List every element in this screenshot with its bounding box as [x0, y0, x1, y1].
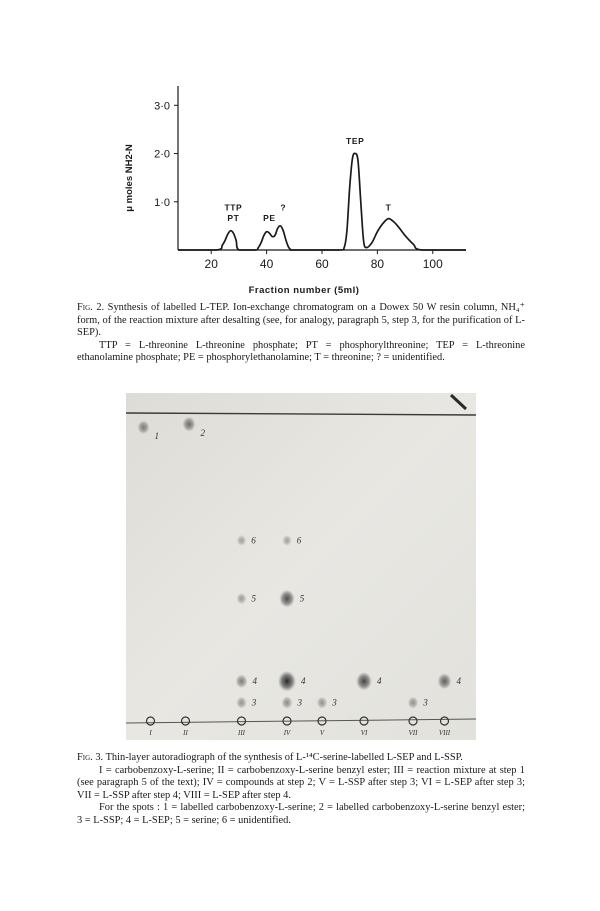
plate-background	[126, 393, 476, 740]
y-tick-label: 1·0	[154, 196, 170, 209]
tlc-spot-label: 2	[200, 428, 205, 439]
x-tick-label: 80	[370, 257, 385, 271]
peak-labels	[224, 136, 391, 223]
tlc-spot	[278, 671, 296, 692]
peak-label: PE	[263, 213, 276, 224]
tlc-spot-label: 4	[252, 676, 257, 687]
tlc-spot	[138, 420, 150, 434]
tlc-spot	[237, 593, 247, 605]
y-tick-label: 3·0	[154, 100, 170, 113]
figure-3-lane-legend: I = carbobenzoxy-L-serine; II = carbobenzoxy-L-serine benzyl ester; III = reaction mixture at step 1 (see paragraph 5 of the text); IV = compounds at step 2; V = L-SSP after step 3; VI = L-SEP after step 3; VII = L-SSP after step 4; VIII = L-SEP after step 4.	[77, 764, 525, 801]
tlc-spot	[236, 697, 247, 709]
figure-2-label: Fig. 2.	[77, 302, 105, 313]
tlc-lane-label: IV	[283, 729, 291, 737]
tlc-spot-label: 3	[423, 697, 428, 708]
tlc-spot	[408, 697, 419, 709]
tlc-spot	[282, 696, 293, 709]
tlc-spot	[183, 417, 196, 432]
tlc-spot	[237, 535, 247, 546]
peak-label: PT	[227, 213, 240, 224]
chromatogram-figure	[110, 80, 490, 302]
tlc-lane-label: VIII	[438, 729, 451, 737]
tlc-spot-label: 4	[377, 676, 382, 687]
figure-3-description: Thin-layer autoradiograph of the synthesis of L-¹⁴C-serine-labelled L-SEP and L-SSP.	[105, 752, 463, 763]
x-tick-label: 20	[204, 257, 218, 271]
tlc-spot-label: 3	[251, 697, 257, 708]
x-tick-label: 40	[259, 257, 274, 271]
figure-2-caption	[77, 302, 525, 365]
figure-3-caption	[77, 752, 525, 828]
tlc-lane-label: VII	[408, 729, 418, 737]
tlc-spot	[236, 674, 248, 688]
x-tick-label: 60	[315, 257, 329, 271]
y-axis-ticks	[154, 100, 178, 208]
peak-label: TTP	[224, 202, 243, 213]
figure-2-legend: TTP = L-threonine L-threonine phosphate; PT = phosphorylthreonine; TEP = L-threonine ethanolamine phosphate; PE = phosphorylethanolamine; T = threonine; ? = unidentified.	[77, 339, 525, 364]
tlc-spot-label: 5	[299, 593, 305, 604]
tlc-lane-label: III	[238, 729, 245, 737]
tlc-lane-label: II	[183, 729, 188, 737]
chromatogram-series-line	[178, 153, 466, 250]
tlc-spot-label: 4	[301, 676, 306, 687]
tlc-plate	[126, 393, 476, 740]
tlc-lane-label: VI	[360, 729, 368, 737]
tlc-spot-label: 3	[297, 697, 302, 708]
x-tick-label: 100	[422, 257, 443, 271]
figure-3-caption-text	[77, 752, 525, 765]
figure-3-label: Fig. 3.	[77, 752, 104, 763]
tlc-spot	[356, 672, 372, 690]
x-axis-ticks	[205, 250, 444, 271]
tlc-spot-label: 1	[154, 431, 159, 442]
y-tick-label: 2·0	[154, 148, 170, 161]
x-axis-label: Fraction number (5ml)	[248, 285, 360, 296]
tlc-spot	[438, 673, 452, 689]
tlc-spot	[317, 697, 328, 709]
peak-label: TEP	[346, 135, 365, 146]
tlc-lane-label: V	[319, 729, 325, 737]
peak-label: T	[385, 202, 392, 213]
tlc-spot	[279, 590, 295, 608]
y-axis-label: μ moles NH2-N	[124, 144, 135, 212]
peak-label: ?	[280, 202, 287, 213]
figure-3-spot-legend: For the spots : 1 = labelled carbobenzoxy-L-serine; 2 = labelled carbobenzoxy-L-serine benzyl ester; 3 = L-SSP; 4 = L-SEP; 5 = serine; 6 = unidentified.	[77, 802, 525, 826]
tlc-spot-label: 4	[456, 676, 461, 687]
tlc-spot-label: 3	[332, 697, 337, 708]
tlc-spot-label: 5	[251, 593, 256, 604]
figure-2-description: Synthesis of labelled L-TEP. Ion-exchange chromatogram on a Dowex 50 W resin column, NH₄⁺ form, of the reaction mixture after desalting (see, for analogy, paragraph 5, step 3, for the purification of L-SEP).	[77, 302, 525, 339]
tlc-lane-label: I	[149, 729, 152, 737]
tlc-spot	[282, 535, 292, 546]
tlc-autoradiograph-photo	[126, 393, 476, 740]
tlc-spot-label: 6	[296, 535, 302, 546]
tlc-spot-label: 6	[251, 535, 256, 546]
figure-2-caption-text	[77, 302, 525, 340]
